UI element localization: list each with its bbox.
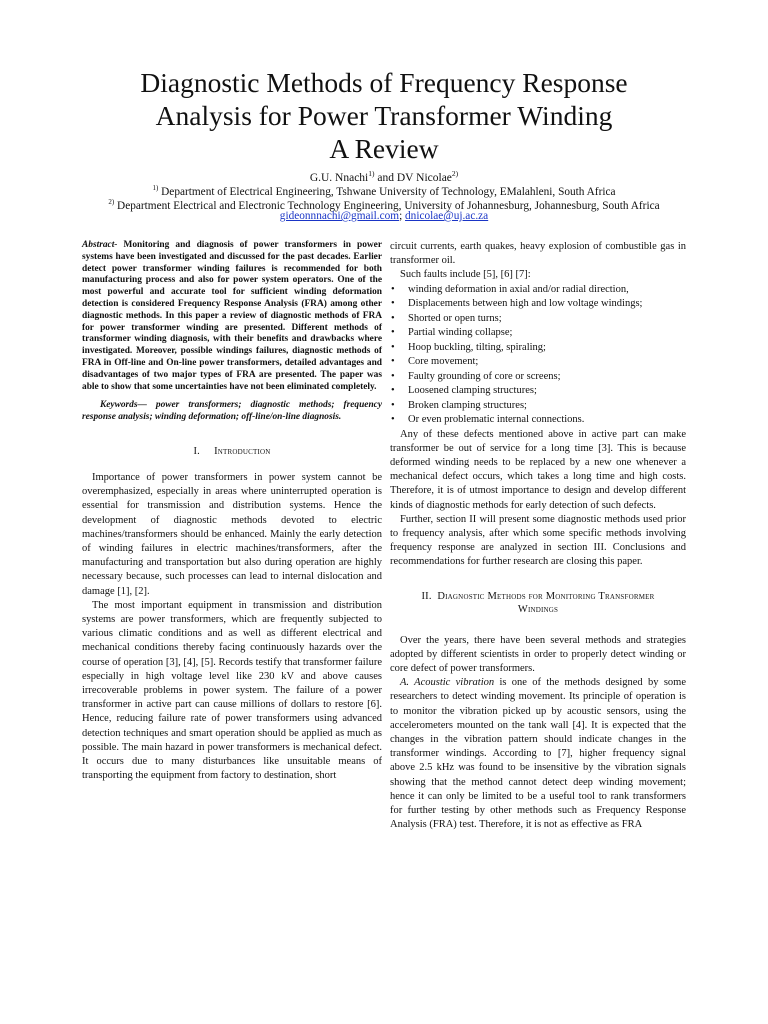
email-line xyxy=(60,209,708,223)
section-2-paragraph-1: Over the years, there have been several methods and strategies adopted by different scientists in order to properly detect winding or core defect of power transformers. xyxy=(390,634,686,675)
right-column xyxy=(390,240,686,832)
author-2-sup: 2) xyxy=(451,169,459,178)
keywords: Keywords— power transformers; diagnostic methods; frequency response analysis; winding deformation; off-line/on-line diagnosis. xyxy=(82,400,382,423)
bullet-icon: • xyxy=(391,356,395,368)
intro-paragraph-2: The most important equipment in transmission and distribution systems are power transformers, which are frequently subjected to various climatic conditions and as well as different electrical and mechanical conditions thereby facing continuously hazards over the course of operation [3], [4], [5]. Records testify that transformer failure especially in high voltage level like 230 kV and above causes irrecoverable problems in power system. The failure of a power transformer in active part can cause millions of dollars to restore [6]. Hence, reducing failure rate of power transformers using advanced detection techniques and smart operation should be applied as much as possible. The main hazard in power transformers is mechanical defect. It occurs due to many disturbances like unsuitable means of transporting the equipment from factory to destination, short xyxy=(82,599,382,782)
right-paragraph-1: circuit currents, earth quakes, heavy explosion of combustible gas in transformer oil. xyxy=(390,241,686,267)
section-2-title-line-2: Windings xyxy=(517,603,559,615)
bullet-icon: • xyxy=(391,312,395,324)
list-item: • Or even problematic internal connections. xyxy=(390,413,686,428)
section-2-heading xyxy=(390,590,686,616)
affiliation-1-sup: 1) xyxy=(152,184,159,192)
list-item: • Displacements between high and low voltage windings; xyxy=(390,297,686,312)
bullet-icon: • xyxy=(391,414,395,426)
section-2-number: II. xyxy=(421,590,432,602)
bullet-icon: • xyxy=(391,283,395,295)
bullet-icon: • xyxy=(391,341,395,353)
email-link-2[interactable]: dnicolae@uj.ac.za xyxy=(405,210,489,222)
bullet-icon: • xyxy=(391,370,395,382)
email-separator: ; xyxy=(399,210,406,222)
section-2-paragraph-2 xyxy=(390,676,686,832)
list-item: • Core movement; xyxy=(390,355,686,370)
bullet-icon: • xyxy=(391,327,395,339)
list-item: • Hoop buckling, tilting, spiraling; xyxy=(390,341,686,356)
section-1-heading xyxy=(82,445,382,458)
list-item: • winding deformation in axial and/or radial direction, xyxy=(390,283,686,298)
list-item: • Faulty grounding of core or screens; xyxy=(390,370,686,385)
title-line-1: Diagnostic Methods of Frequency Response xyxy=(140,67,628,98)
list-item: • Broken clamping structures; xyxy=(390,399,686,414)
right-paragraph-3: Further, section II will present some diagnostic methods used prior to frequency analysis, after which some specific methods involving frequency response are analyzed in section III. Conclusions and recommendations for further research are closing this paper. xyxy=(390,513,686,568)
bullet-icon: • xyxy=(391,399,395,411)
title-line-3: A Review xyxy=(329,133,439,164)
author-and: and xyxy=(374,171,397,184)
right-paragraph-2: Any of these defects mentioned above in active part can make transformer be out of service for a long time [3]. This is because deformed winding needs to be replaced by a new one whenever a mechanical defect occurs, which takes a long time and high costs. Therefore, it is of utmost importance to design and develop different kinds of diagnostic methods for early detection of such defects. xyxy=(390,428,686,511)
left-column xyxy=(82,240,382,783)
faults-intro: Such faults include [5], [6] [7]: xyxy=(400,269,531,281)
title-line-2: Analysis for Power Transformer Winding xyxy=(155,100,613,131)
list-item: • Partial winding collapse; xyxy=(390,326,686,341)
author-1-sup: 1) xyxy=(368,169,375,178)
email-link-1[interactable]: gideonnnachi@gmail.com xyxy=(279,210,400,222)
abstract-text: Monitoring and diagnosis of power transformers in power systems have been investigated and discussed for the past decades. Earlier detect power transformer winding failures is recommended for both manufacturing process and also for power system operators. One of the most powerful and accurate tool for sufficient winding deformation detection is considered Frequency Response Analysis (FRA) among other diagnostic methods. In this paper a review of diagnostic methods of FRA for power transformer winding are presented. Different methods of transformer winding diagnosis, with their benefits and drawbacks where investigated. Moreover, possible windings failures, diagnostic methods of FRA in Off-line and On-line power transformers, detailed advantages and disadvantages of two major types of FRA are presented. The paper was able to show that some uncertainties have not been eliminated completely. xyxy=(82,240,382,392)
author-2: DV Nicolae xyxy=(396,171,452,184)
section-1-number: I. xyxy=(193,445,200,457)
list-item: • Loosened clamping structures; xyxy=(390,384,686,399)
affiliation-2-sup: 2) xyxy=(108,198,115,206)
section-2-title-line-1: Diagnostic Methods for Monitoring Transformer xyxy=(437,590,655,602)
faults-list xyxy=(390,283,686,428)
intro-paragraph-1: Importance of power transformers in power system cannot be overemphasized, especially in areas where uninterrupted operation is essential for transmission and distribution systems. Hence the development of diagnostic methods devoted to electric machines/transformers should be enhanced. Mainly the early detection of winding failures in electric machines/transformers, after the manufacturing and transportation but also during operation are highly necessary because, such processes can lead to internal dislocation and damage [1], [2]. xyxy=(82,471,382,597)
abstract-lead: Abstract- xyxy=(82,240,118,250)
list-item: • Shorted or open turns; xyxy=(390,312,686,327)
section-1-title: Introduction xyxy=(214,445,271,457)
affiliation-2-text: Department Electrical and Electronic Technology Engineering, University of Johannesburg, Johannesburg, South Africa xyxy=(114,199,660,212)
author-1: G.U. Nnachi xyxy=(309,171,369,184)
bullet-icon: • xyxy=(391,385,395,397)
affiliation-1-text: Department of Electrical Engineering, Tshwane University of Technology, EMalahleni, South Africa xyxy=(158,185,616,198)
section-2-paragraph-2-text: is one of the methods designed by some researchers to detect winding movement. Its principle of operation is to monitor the vibration picked up by acoustic sensors, using the accelerometers mounted on the tank wall [4]. It is expected that the changes in the vibration pattern should indicate changes in the transformer windings. According to [7], higher frequency signal above 2.5 kHz was found to be insensitive by the vibration signals showing that the method cannot detect deep winding movement; hence it can only be limited to be a useful tool to rank transformers for further testing by other methods such as Frequency Response Analysis (FRA) test. Therefore, it is not as effective as FRA xyxy=(390,677,686,831)
bullet-icon: • xyxy=(391,298,395,310)
acoustic-vibration-lead: A. Acoustic vibration xyxy=(400,677,495,689)
paper-title xyxy=(60,66,708,165)
abstract xyxy=(82,240,382,393)
